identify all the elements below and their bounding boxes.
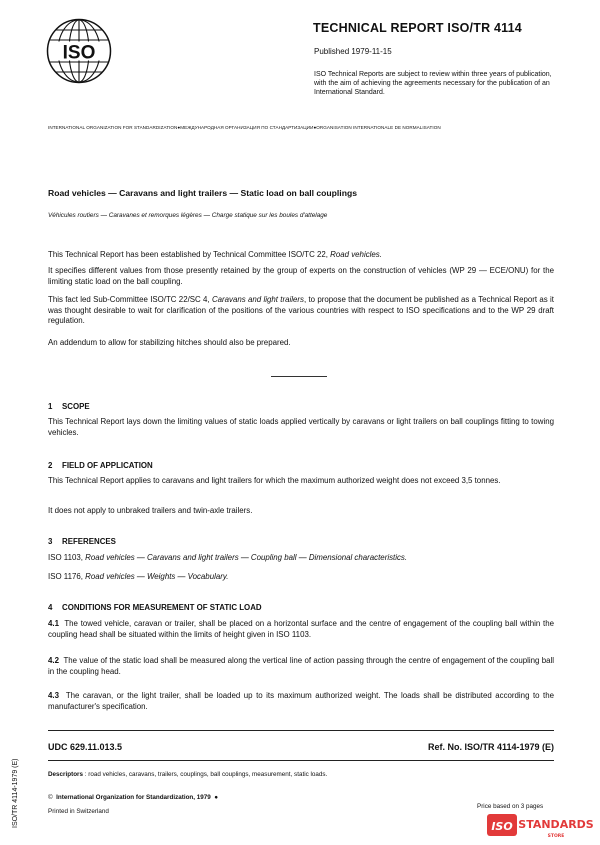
review-note: ISO Technical Reports are subject to review within three years of publication, with the aim of achieving the agreements necessary for the publication of an International Standard. — [314, 71, 552, 96]
section-4-heading: 4 CONDITIONS FOR MEASUREMENT OF STATIC LOAD — [48, 603, 262, 612]
side-document-code: ISO/TR 4114-1979 (E) — [12, 758, 19, 828]
copyright-line: © International Organization for Standardization, 1979 ● — [48, 794, 219, 801]
section-3-heading: 3 REFERENCES — [48, 537, 116, 546]
descriptors: Descriptors : road vehicles, caravans, trailers, couplings, ball couplings, measurement, static loads. — [48, 771, 328, 778]
price-note: Price based on 3 pages — [477, 803, 544, 810]
footer-mid-rule — [48, 760, 554, 761]
reference-iso-1176: ISO 1176, Road vehicles — Weights — Vocabulary. — [48, 572, 229, 581]
footer-top-rule — [48, 730, 554, 731]
intro-paragraph-4: An addendum to allow for stabilizing hitches should also be prepared. — [48, 338, 291, 347]
report-title: TECHNICAL REPORT ISO/TR 4114 — [313, 21, 522, 35]
organization-line: INTERNATIONAL ORGANIZATION FOR STANDARDIZATION●МЕЖДУНАРОДНАЯ ОРГАНИЗАЦИЯ ПО СТАНДАРТИЗАЦИИ●ORGANISATION INTERNATIONALE DE NORMALISATION — [48, 125, 441, 130]
intro-paragraph-3: This fact led Sub-Committee ISO/TC 22/SC 4, Caravans and light trailers, to propose that the document be published as a Technical Report as it was thought desirable to wait for clarification of the positions of the various countries with respect to ISO specifications and to the WP 29 draft regulation. — [48, 295, 554, 325]
iso-standards-store-badge — [486, 812, 594, 840]
clause-4-3: 4.3 The caravan, or the light trailer, shall be loaded up to its maximum authorized weight. The loads shall be distributed according to the manufacturer's specification. — [48, 691, 554, 711]
intro-paragraph-1: This Technical Report has been established by Technical Committee ISO/TC 22, Road vehicles. — [48, 250, 382, 259]
section-2-text-2: It does not apply to unbraked trailers and twin-axle trailers. — [48, 506, 253, 515]
reference-number: Ref. No. ISO/TR 4114-1979 (E) — [427, 742, 554, 752]
store-logo-text: ISO — [491, 820, 513, 833]
store-word: STANDARDS — [518, 818, 594, 831]
section-1-text: This Technical Report lays down the limiting values of static loads applied vertically by caravans or light trailers on ball couplings fitting to towing vehicles. — [48, 417, 554, 437]
reference-iso-1103: ISO 1103, Road vehicles — Caravans and light trailers — Coupling ball — Dimensional characteristics. — [48, 553, 408, 562]
document-subtitle-french: Véhicules routiers — Caravanes et remorques légères — Charge statique sur les boules d'attelage — [48, 212, 328, 219]
store-sub: STORE — [547, 834, 565, 839]
published-date: Published 1979-11-15 — [314, 47, 392, 56]
clause-4-2: 4.2 The value of the static load shall be measured along the vertical line of action passing through the centre of engagement of the coupling ball in the coupling head. — [48, 656, 555, 676]
document-title: Road vehicles — Caravans and light trailers — Static load on ball couplings — [48, 188, 357, 198]
iso-logo-text: ISO — [62, 42, 96, 64]
udc-number: UDC 629.11.013.5 — [48, 742, 123, 752]
intro-paragraph-2: It specifies different values from those presently retained by the group of experts on the construction of vehicles (WP 29 — ECE/ONU) for the limiting static load on the ball coupling. — [48, 266, 554, 286]
iso-globe-logo — [46, 18, 112, 84]
clause-4-1: 4.1 The towed vehicle, caravan or trailer, shall be placed on a horizontal surface and the centre of engagement of the coupling ball within the coupling head shall be situated within the limits of height given in ISO 1103. — [48, 619, 554, 639]
section-2-text-1: This Technical Report applies to caravans and light trailers for which the maximum authorized weight does not exceed 3,5 tonnes. — [48, 476, 501, 485]
section-2-heading: 2 FIELD OF APPLICATION — [48, 461, 153, 470]
section-1-heading: 1 SCOPE — [48, 402, 90, 411]
printed-in: Printed in Switzerland — [48, 808, 109, 815]
section-divider — [271, 376, 327, 377]
